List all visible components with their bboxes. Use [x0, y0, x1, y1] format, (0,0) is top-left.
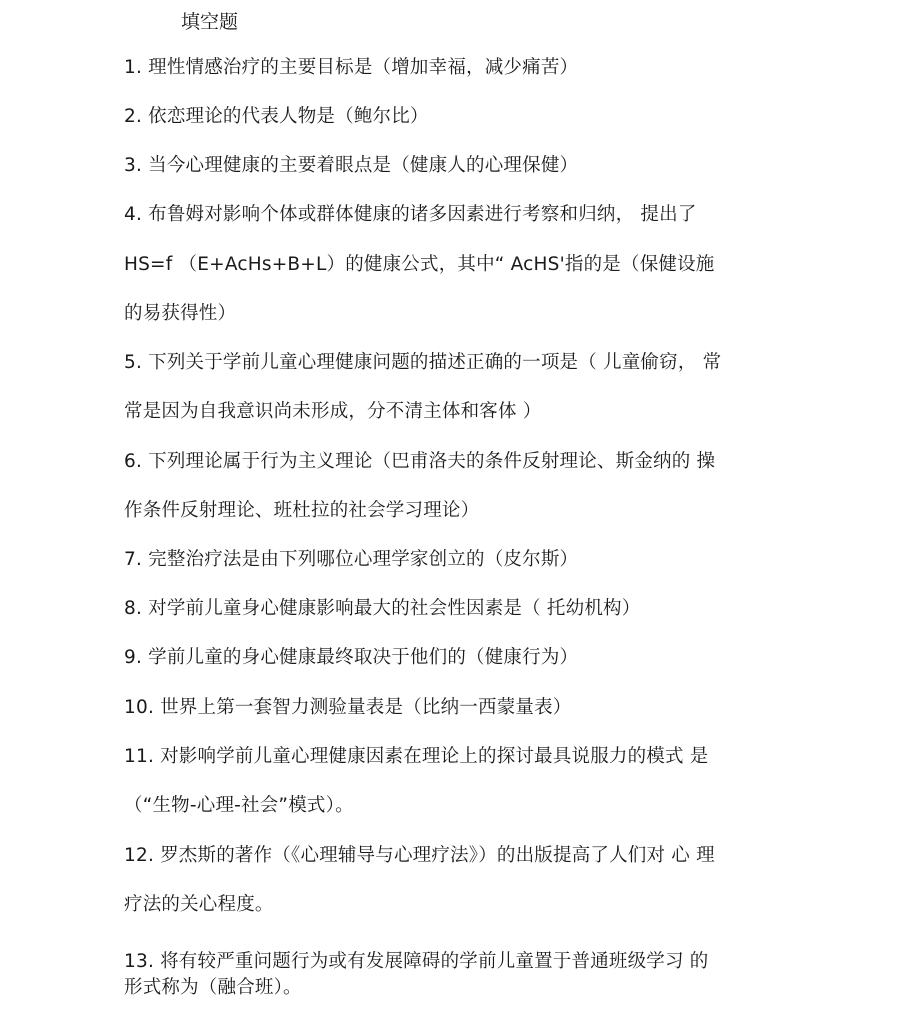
text-line: 13. 将有较严重问题行为或有发展障碍的学前儿童置于普通班级学习 的: [124, 951, 709, 972]
section-heading: 填空题: [181, 11, 239, 33]
text-line: 7. 完整治疗法是由下列哪位心理学家创立的（皮尔斯）: [124, 549, 579, 570]
text-line: 12. 罗杰斯的著作（《心理辅导与心理疗法》）的出版提高了人们对 心 理: [124, 845, 715, 866]
text-line: 9. 学前儿童的身心健康最终取决于他们的（健康行为）: [124, 647, 579, 668]
text-line: 11. 对影响学前儿童心理健康因素在理论上的探讨最具说服力的模式 是: [124, 746, 709, 767]
text-line: （“生物-心理-社会”模式）。: [124, 795, 354, 816]
text-line: 6. 下列理论属于行为主义理论（巴甫洛夫的条件反射理论、斯金纳的 操: [124, 451, 716, 472]
text-line: 4. 布鲁姆对影响个体或群体健康的诸多因素进行考察和归纳， 提出了: [124, 204, 697, 225]
text-line: HS=f （E+AcHs+B+L）的健康公式，其中“ AcHS'指的是（保健设施: [124, 254, 715, 275]
text-line: 的易获得性）: [124, 303, 237, 324]
text-line: 1. 理性情感治疗的主要目标是（增加幸福，减少痛苦）: [124, 57, 579, 78]
text-line: 2. 依恋理论的代表人物是（鲍尔比）: [124, 106, 429, 127]
text-line: 8. 对学前儿童身心健康影响最大的社会性因素是（ 托幼机构）: [124, 598, 641, 619]
text-line: 3. 当今心理健康的主要着眼点是（健康人的心理保健）: [124, 155, 579, 176]
text-line: 疗法的关心程度。: [124, 894, 274, 915]
text-line: 5. 下列关于学前儿童心理健康问题的描述正确的一项是（ 儿童偷窃， 常: [124, 352, 722, 373]
text-line: 常是因为自我意识尚未形成，分不清主体和客体 ）: [124, 401, 542, 422]
text-line: 作条件反射理论、班杜拉的社会学习理论）: [124, 500, 480, 521]
text-line: 形式称为（融合班）。: [124, 977, 302, 998]
text-line: 10. 世界上第一套智力测验量表是（比纳一西蒙量表）: [124, 697, 572, 718]
